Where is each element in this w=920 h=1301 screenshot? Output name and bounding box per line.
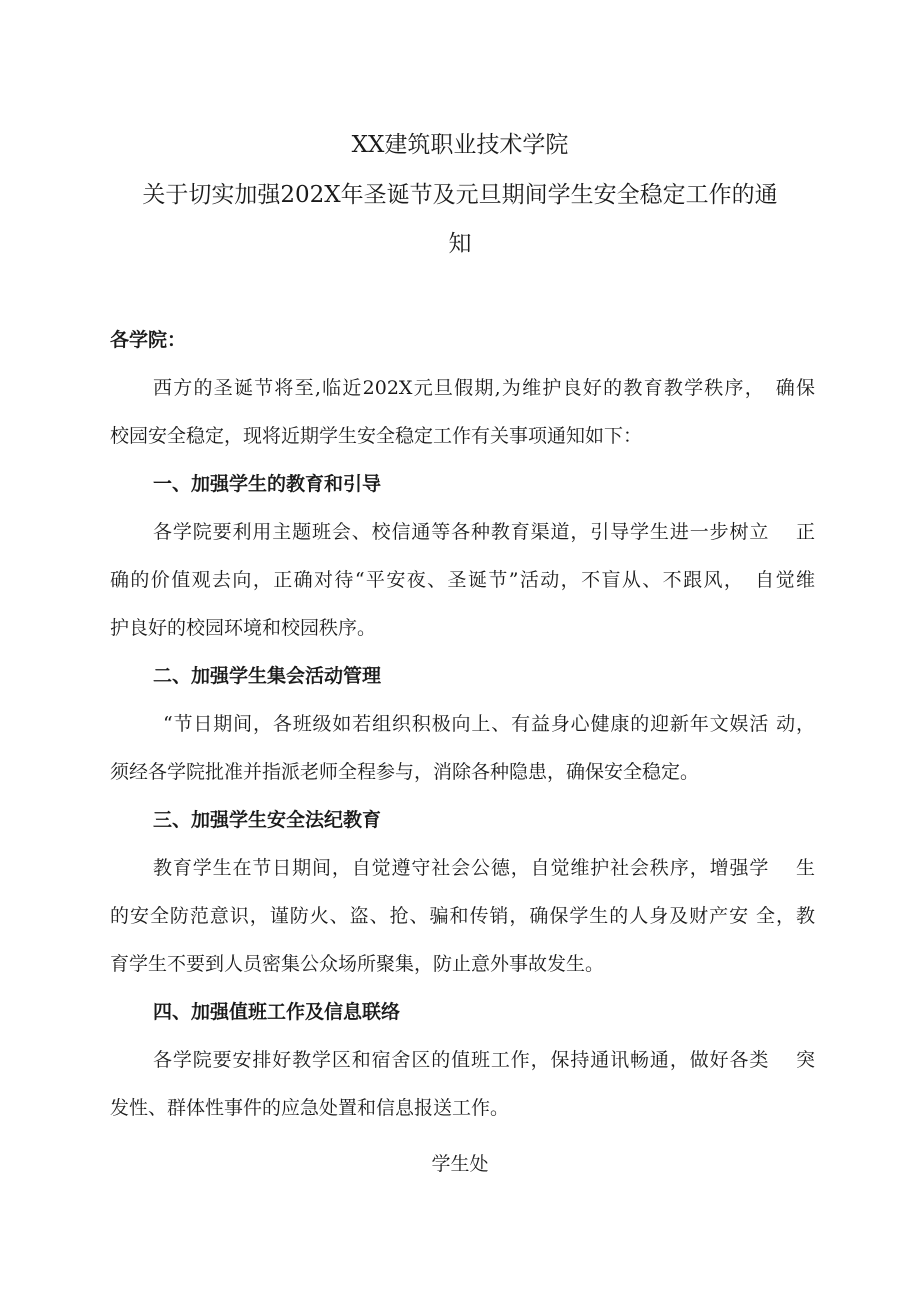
section-4-line: 发性、群体性事件的应急处置和信息报送工作。 bbox=[110, 1097, 510, 1119]
signature: 学生处 bbox=[431, 1153, 489, 1175]
section-1-line: 护良好的校园环境和校园秩序。 bbox=[110, 617, 377, 639]
section-3-line: 教育学生在节日期间，自觉遵守社会公德，自觉维护社会秩序，增强学 生 bbox=[153, 857, 815, 879]
section-3-line: 育学生不要到人员密集公众场所聚集，防止意外事故发生。 bbox=[110, 953, 605, 975]
section-1-line: 各学院要利用主题班会、校信通等各种教育渠道，引导学生进一步树立 正 bbox=[153, 521, 815, 543]
section-heading-3: 三、加强学生安全法纪教育 bbox=[153, 809, 382, 831]
intro-line: 校园安全稳定，现将近期学生安全稳定工作有关事项通知如下： bbox=[110, 425, 643, 447]
section-2-line: “节日期间，各班级如若组织积极向上、有益身心健康的迎新年文娱活 动， bbox=[163, 713, 815, 735]
intro-line: 西方的圣诞节将至,临近202X元旦假期,为维护良好的教育教学秩序， 确保 bbox=[153, 377, 815, 399]
section-heading-4: 四、加强值班工作及信息联络 bbox=[153, 1001, 401, 1023]
section-3-line: 的安全防范意识，谨防火、盗、抢、骗和传销，确保学生的人身及财产安 全，教 bbox=[110, 905, 815, 927]
section-1-line: 确的价值观去向，正确对待“平安夜、圣诞节”活动，不盲从、不跟风， 自觉维 bbox=[110, 569, 815, 591]
section-heading-2: 二、加强学生集会活动管理 bbox=[153, 665, 382, 687]
document-title-line-2: 关于切实加强202X年圣诞节及元旦期间学生安全稳定工作的通 bbox=[142, 182, 778, 208]
salutation: 各学院： bbox=[110, 329, 187, 351]
section-4-line: 各学院要安排好教学区和宿舍区的值班工作，保持通讯畅通，做好各类 突 bbox=[153, 1049, 815, 1071]
document-title-line-3: 知 bbox=[448, 231, 472, 257]
section-heading-1: 一、加强学生的教育和引导 bbox=[153, 473, 382, 495]
document-title-line-1: XX建筑职业技术学院 bbox=[351, 132, 569, 158]
section-2-line: 须经各学院批准并指派老师全程参与，消除各种隐患，确保安全稳定。 bbox=[110, 761, 700, 783]
